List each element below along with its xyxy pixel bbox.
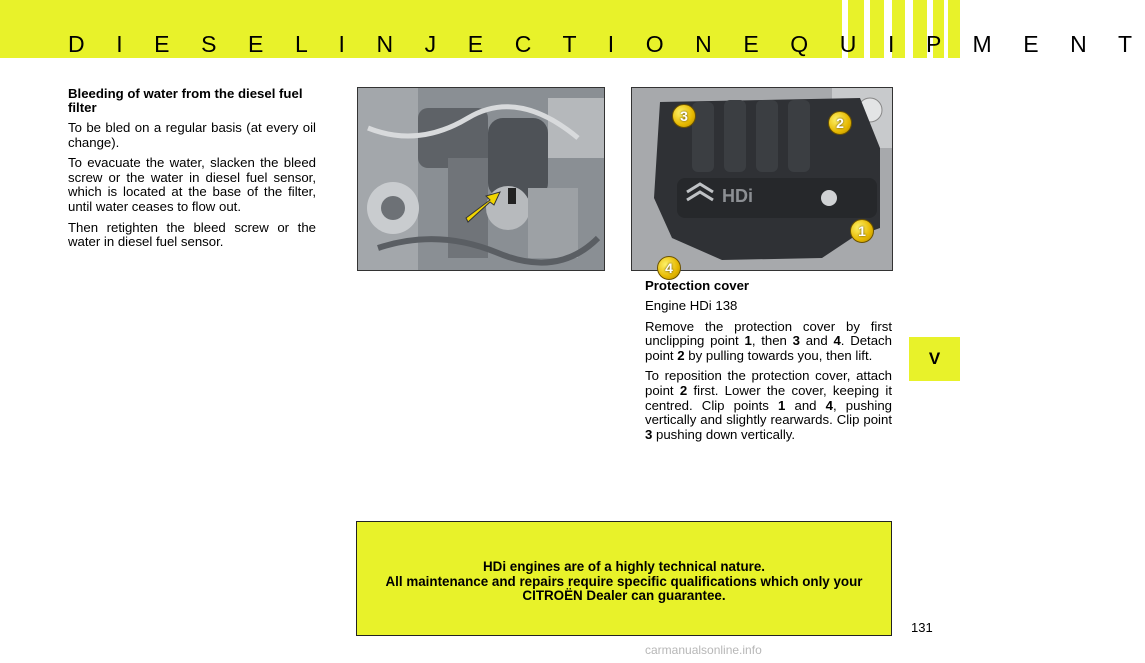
page-number: 131: [911, 620, 933, 635]
callout-badge: 2: [828, 111, 852, 135]
protection-cover-illustration: [632, 88, 892, 270]
callout-badge: 4: [657, 256, 681, 280]
warning-box: [356, 521, 892, 636]
callout-badge: 1: [850, 219, 874, 243]
section-tab: [909, 337, 960, 381]
fuel-filter-heading: Bleeding of water from the diesel fuel filter: [68, 86, 303, 115]
page-title: D I E S E L I N J E C T I O N E Q U I P M E N T: [68, 31, 1145, 57]
fuel-filter-paragraph-1: To be bled on a regular basis (at every oil change).: [68, 120, 316, 150]
warning-line-2: All maintenance and repairs require specific qualifications which only your CITROËN Dealer can guarantee.: [385, 574, 863, 603]
left-column: [68, 87, 316, 256]
section-tab-label: V: [928, 349, 941, 368]
engine-bay-photo: [357, 87, 605, 271]
svg-text:HDi: HDi: [722, 186, 753, 206]
fuel-filter-paragraph-3: Then retighten the bleed screw or the water in diesel fuel sensor.: [68, 219, 316, 250]
remove-instructions: Remove the protection cover by first unclipping point 1, then 3 and 4. Detach point 2 by pulling towards you, then lift.: [645, 318, 892, 363]
reposition-instructions: To reposition the protection cover, attach point 2 first. Lower the cover, keeping it centred. Clip points 1 and 4, pushing vertically and slightly rearwards. Clip point 3 pushing down vertically.: [645, 368, 892, 442]
warning-line-1: HDi engines are of a highly technical nature.: [482, 559, 765, 574]
right-column: [645, 279, 892, 448]
watermark: carmanualsonline.info: [645, 643, 762, 657]
protection-cover-heading: Protection cover: [645, 278, 750, 293]
engine-line: Engine HDi 138: [645, 298, 738, 313]
callout-badge: 3: [672, 104, 696, 128]
engine-bay-illustration: [358, 88, 604, 270]
protection-cover-photo: [631, 87, 893, 276]
fuel-filter-paragraph-2: To evacuate the water, slacken the bleed screw or the water in diesel fuel sensor, which is located at the base of the filter, until water ceases to flow out.: [68, 155, 316, 214]
